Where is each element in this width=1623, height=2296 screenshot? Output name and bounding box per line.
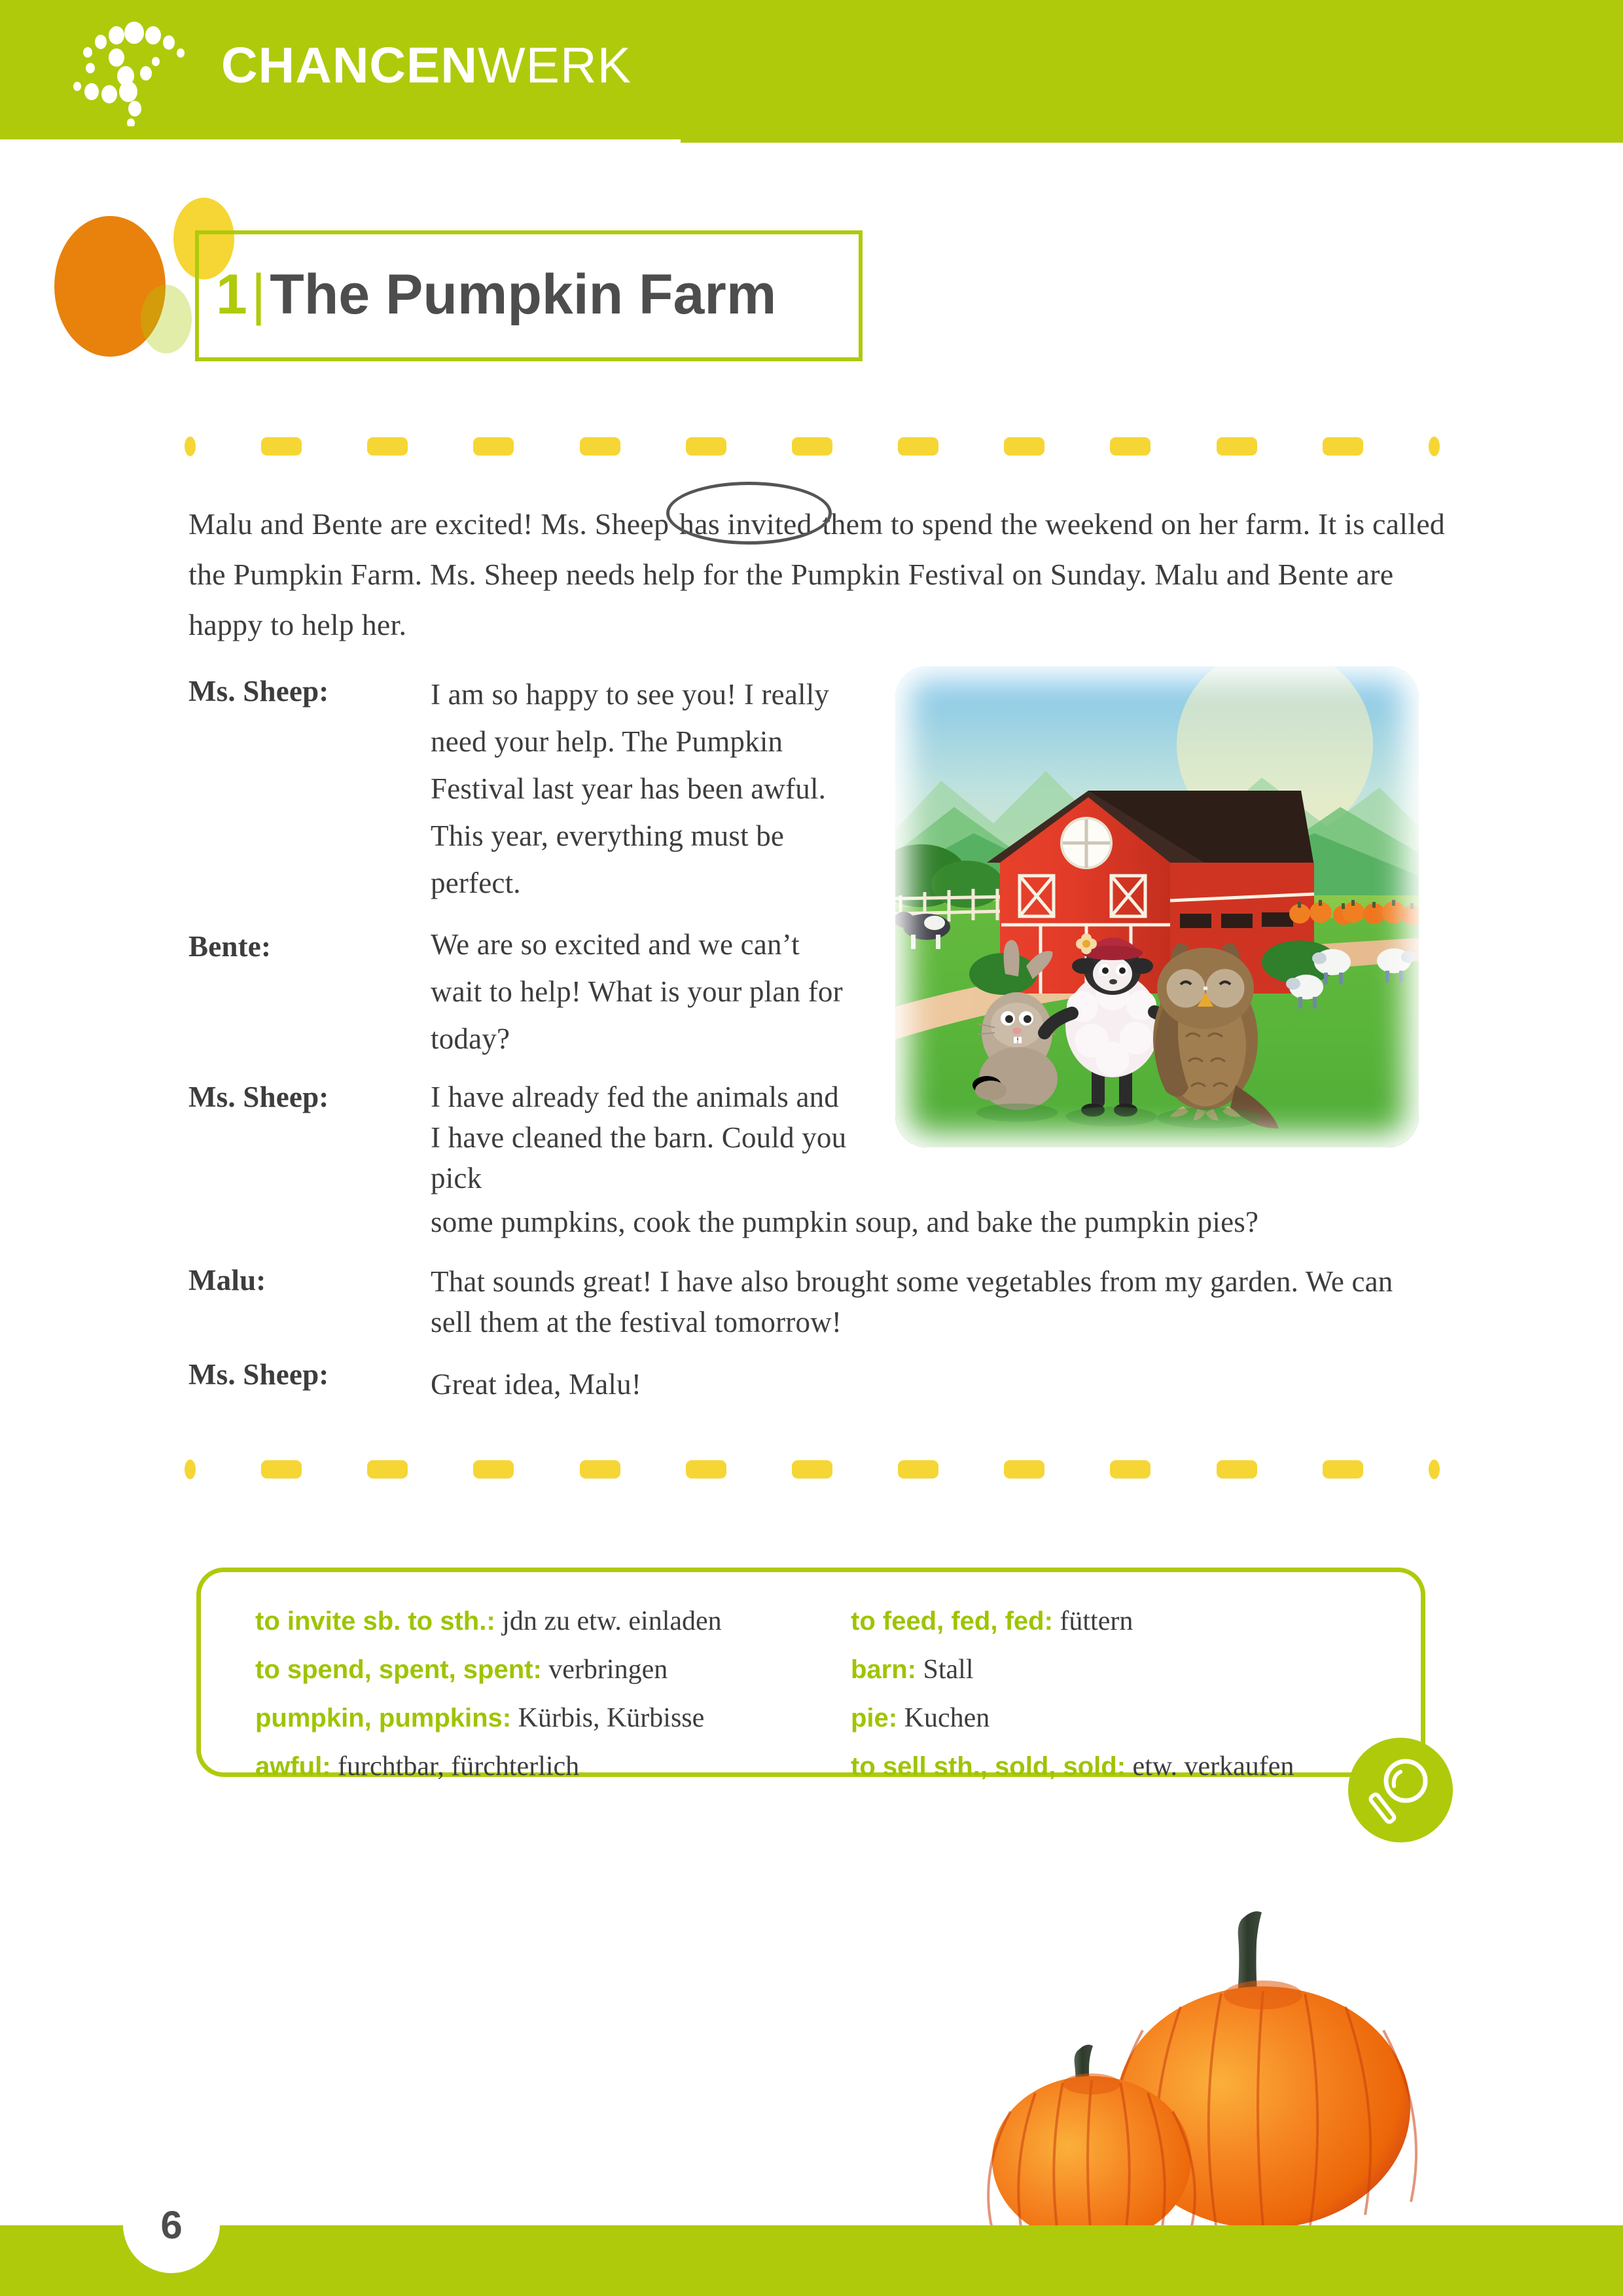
decor-circle-pale-green: [141, 285, 192, 353]
divider-dash: [792, 437, 832, 456]
title-separator: |: [251, 263, 266, 326]
dialogue-speaker: Bente:: [188, 930, 272, 963]
title-label: The Pumpkin Farm: [270, 263, 777, 326]
divider-dash: [898, 1460, 938, 1479]
divider-dash: [1004, 437, 1044, 456]
vocabulary-term: barn:: [851, 1655, 916, 1684]
farm-illustration: [895, 666, 1419, 1147]
page-title: [216, 245, 776, 344]
divider-dash: [792, 1460, 832, 1479]
dialogue-row: [188, 1255, 1452, 1342]
divider-dash: [261, 1460, 302, 1479]
dashed-divider-top: [185, 435, 1440, 457]
vocabulary-term: to invite sb. to sth.:: [255, 1607, 495, 1636]
footer-bar: [0, 2225, 1623, 2296]
vocabulary-columns: [255, 1597, 1407, 1791]
magnifier-icon: [1348, 1738, 1453, 1842]
vocabulary-translation: verbringen: [541, 1655, 668, 1685]
header-bar-notch: [0, 139, 681, 145]
intro-text-part1: Malu and Bente are excited! Ms. Sheep: [188, 507, 677, 541]
dialogue-line: We are so excited and we can’t wait to help! What is your plan for today?: [431, 928, 843, 1055]
divider-dot: [1429, 1460, 1440, 1479]
divider-dash: [473, 1460, 514, 1479]
vocabulary-translation: jdn zu etw. einladen: [495, 1606, 722, 1636]
vocabulary-term: awful:: [255, 1752, 331, 1781]
vocabulary-column-left: [255, 1597, 812, 1791]
dialogue-line: Great idea, Malu!: [431, 1368, 642, 1401]
pumpkins-illustration: [955, 1878, 1440, 2245]
divider-dash: [1110, 1460, 1150, 1479]
vocabulary-entry: [255, 1645, 812, 1694]
brand-wordmark: [221, 37, 632, 94]
vocabulary-term: to spend, spent, spent:: [255, 1655, 542, 1684]
vocabulary-entry: [255, 1694, 812, 1742]
vocabulary-column-right: [851, 1597, 1407, 1791]
brand-name-bold: CHANCEN: [221, 37, 478, 94]
vocabulary-term: pie:: [851, 1704, 898, 1732]
vocabulary-translation: Kuchen: [897, 1703, 990, 1733]
divider-dash: [898, 437, 938, 456]
vocabulary-entry: [851, 1694, 1407, 1742]
divider-dash: [1217, 1460, 1257, 1479]
intro-text-part2: them to spend the weekend on her farm. It is called the Pumpkin Farm. Ms. Sheep needs help for the Pumpkin Festival on Sunday. Malu and Bente are happy to help her.: [188, 507, 1446, 641]
dialogue-line-continued: some pumpkins, cook the pumpkin soup, and bake the pumpkin pies?: [431, 1206, 1259, 1238]
divider-dash: [1217, 437, 1257, 456]
dialogue-speaker: Ms. Sheep:: [188, 1081, 329, 1113]
vocabulary-term: to feed, fed, fed:: [851, 1607, 1053, 1636]
divider-dot: [1429, 437, 1440, 456]
vocabulary-entry: [255, 1742, 812, 1791]
divider-dash: [1323, 437, 1363, 456]
intro-paragraph: [188, 499, 1445, 650]
vocabulary-translation: etw. verkaufen: [1126, 1751, 1294, 1782]
divider-dash: [1323, 1460, 1363, 1479]
divider-dash: [367, 437, 408, 456]
dialogue-row: [188, 1354, 1452, 1408]
divider-dash: [261, 437, 302, 456]
divider-dash: [1110, 437, 1150, 456]
divider-dot: [185, 437, 196, 456]
vocabulary-entry: [851, 1597, 1407, 1645]
divider-dash: [580, 437, 620, 456]
divider-dash: [580, 1460, 620, 1479]
page-number: 6: [160, 2202, 183, 2247]
divider-dash: [367, 1460, 408, 1479]
brand-name-light: WERK: [478, 37, 632, 94]
vocabulary-entry: [851, 1742, 1407, 1791]
dialogue-line: I have already fed the animals and I have cleaned the barn. Could you pick: [431, 1081, 847, 1194]
title-number: 1: [216, 263, 247, 326]
vocabulary-translation: furchtbar, fürchterlich: [330, 1751, 580, 1782]
divider-dash: [473, 437, 514, 456]
vocabulary-entry: [851, 1645, 1407, 1694]
circled-phrase: has invited: [677, 499, 815, 549]
dialogue-line: That sounds great! I have also brought some vegetables from my garden. We can sell them at the festival tomorrow!: [431, 1265, 1393, 1338]
divider-dash: [686, 437, 726, 456]
vocabulary-translation: Kürbis, Kürbisse: [511, 1703, 705, 1733]
dialogue-speaker: Malu:: [188, 1264, 266, 1297]
vocabulary-translation: füttern: [1052, 1606, 1133, 1636]
dialogue-speaker: Ms. Sheep:: [188, 675, 329, 708]
divider-dash: [1004, 1460, 1044, 1479]
dot-swirl-logo-icon: [72, 18, 216, 126]
dialogue-speaker: Ms. Sheep:: [188, 1358, 329, 1391]
vocabulary-translation: Stall: [916, 1655, 974, 1685]
divider-dash: [686, 1460, 726, 1479]
dialogue-line: I am so happy to see you! I really need your help. The Pumpkin Festival last year has been awful. This year, everything must be perfect.: [431, 678, 830, 899]
vocabulary-entry: [255, 1597, 812, 1645]
vocabulary-term: pumpkin, pumpkins:: [255, 1704, 512, 1732]
divider-dot: [185, 1460, 196, 1479]
vocabulary-term: to sell sth., sold, sold:: [851, 1752, 1126, 1781]
dashed-divider-bottom: [185, 1458, 1440, 1480]
